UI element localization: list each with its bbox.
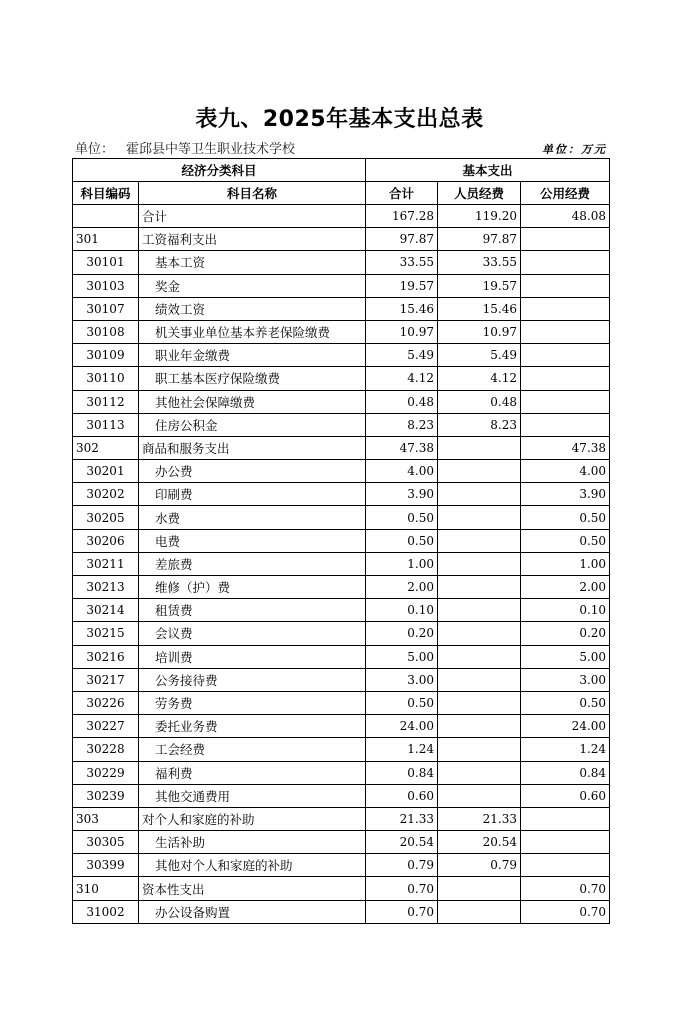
code-cell: 30229 bbox=[73, 761, 139, 784]
public-cell: 2.00 bbox=[521, 576, 610, 599]
table-row bbox=[73, 436, 610, 459]
currency-unit: 单位：万元 bbox=[542, 143, 607, 156]
personnel-cell: 5.49 bbox=[438, 344, 521, 367]
table-row bbox=[73, 367, 610, 390]
public-cell bbox=[521, 807, 610, 830]
table-row bbox=[73, 529, 610, 552]
public-cell: 5.00 bbox=[521, 645, 610, 668]
name-cell: 职业年金缴费 bbox=[139, 344, 366, 367]
name-cell: 合计 bbox=[139, 205, 366, 228]
name-cell: 其他社会保障缴费 bbox=[139, 390, 366, 413]
table-row bbox=[73, 900, 610, 923]
code-cell: 30202 bbox=[73, 483, 139, 506]
personnel-cell: 15.46 bbox=[438, 297, 521, 320]
header-code: 科目编码 bbox=[73, 182, 139, 205]
public-cell bbox=[521, 344, 610, 367]
total-cell: 4.00 bbox=[366, 460, 438, 483]
public-cell: 47.38 bbox=[521, 436, 610, 459]
name-cell: 公务接待费 bbox=[139, 668, 366, 691]
name-cell: 其他对个人和家庭的补助 bbox=[139, 854, 366, 877]
personnel-cell: 97.87 bbox=[438, 228, 521, 251]
total-cell: 19.57 bbox=[366, 274, 438, 297]
personnel-cell: 21.33 bbox=[438, 807, 521, 830]
name-cell: 培训费 bbox=[139, 645, 366, 668]
table-row bbox=[73, 691, 610, 714]
name-cell: 绩效工资 bbox=[139, 297, 366, 320]
unit-label: 单位： bbox=[75, 142, 115, 157]
table-row bbox=[73, 390, 610, 413]
table-row bbox=[73, 251, 610, 274]
total-cell: 20.54 bbox=[366, 831, 438, 854]
total-cell: 97.87 bbox=[366, 228, 438, 251]
total-cell: 167.28 bbox=[366, 205, 438, 228]
total-cell: 15.46 bbox=[366, 297, 438, 320]
name-cell: 机关事业单位基本养老保险缴费 bbox=[139, 320, 366, 343]
total-cell: 0.79 bbox=[366, 854, 438, 877]
code-cell: 30217 bbox=[73, 668, 139, 691]
name-cell: 差旅费 bbox=[139, 552, 366, 575]
header-name: 科目名称 bbox=[139, 182, 366, 205]
table-row bbox=[73, 460, 610, 483]
total-cell: 0.50 bbox=[366, 506, 438, 529]
table-row bbox=[73, 715, 610, 738]
public-cell: 1.00 bbox=[521, 552, 610, 575]
name-cell: 水费 bbox=[139, 506, 366, 529]
code-cell: 30215 bbox=[73, 622, 139, 645]
public-cell: 0.50 bbox=[521, 506, 610, 529]
name-cell: 劳务费 bbox=[139, 691, 366, 714]
total-cell: 0.70 bbox=[366, 877, 438, 900]
header-personnel: 人员经费 bbox=[438, 182, 521, 205]
public-cell: 0.70 bbox=[521, 900, 610, 923]
name-cell: 租赁费 bbox=[139, 599, 366, 622]
personnel-cell: 8.23 bbox=[438, 413, 521, 436]
table-row bbox=[73, 205, 610, 228]
public-cell bbox=[521, 297, 610, 320]
name-cell: 福利费 bbox=[139, 761, 366, 784]
public-cell: 0.50 bbox=[521, 691, 610, 714]
total-cell: 21.33 bbox=[366, 807, 438, 830]
public-cell bbox=[521, 390, 610, 413]
table-row bbox=[73, 506, 610, 529]
total-cell: 5.49 bbox=[366, 344, 438, 367]
total-cell: 0.10 bbox=[366, 599, 438, 622]
total-cell: 1.24 bbox=[366, 738, 438, 761]
personnel-cell bbox=[438, 552, 521, 575]
total-cell: 0.70 bbox=[366, 900, 438, 923]
public-cell bbox=[521, 831, 610, 854]
personnel-cell bbox=[438, 599, 521, 622]
total-cell: 3.90 bbox=[366, 483, 438, 506]
table-row bbox=[73, 228, 610, 251]
personnel-cell bbox=[438, 576, 521, 599]
code-cell: 301 bbox=[73, 228, 139, 251]
personnel-cell: 0.48 bbox=[438, 390, 521, 413]
personnel-cell bbox=[438, 738, 521, 761]
page-title: 表九、2025年基本支出总表 bbox=[195, 107, 484, 132]
name-cell: 会议费 bbox=[139, 622, 366, 645]
name-cell: 商品和服务支出 bbox=[139, 436, 366, 459]
code-cell: 30214 bbox=[73, 599, 139, 622]
header-basic-expenditure: 基本支出 bbox=[366, 159, 610, 182]
name-cell: 住房公积金 bbox=[139, 413, 366, 436]
public-cell: 3.90 bbox=[521, 483, 610, 506]
table-row bbox=[73, 854, 610, 877]
public-cell: 0.84 bbox=[521, 761, 610, 784]
table-row bbox=[73, 413, 610, 436]
code-cell: 30399 bbox=[73, 854, 139, 877]
code-cell: 30110 bbox=[73, 367, 139, 390]
personnel-cell bbox=[438, 460, 521, 483]
name-cell: 工会经费 bbox=[139, 738, 366, 761]
name-cell: 资本性支出 bbox=[139, 877, 366, 900]
public-cell bbox=[521, 854, 610, 877]
personnel-cell: 119.20 bbox=[438, 205, 521, 228]
total-cell: 5.00 bbox=[366, 645, 438, 668]
total-cell: 0.50 bbox=[366, 529, 438, 552]
name-cell: 委托业务费 bbox=[139, 715, 366, 738]
total-cell: 0.48 bbox=[366, 390, 438, 413]
code-cell: 30201 bbox=[73, 460, 139, 483]
personnel-cell bbox=[438, 645, 521, 668]
name-cell: 基本工资 bbox=[139, 251, 366, 274]
personnel-cell bbox=[438, 668, 521, 691]
public-cell: 0.70 bbox=[521, 877, 610, 900]
name-cell: 对个人和家庭的补助 bbox=[139, 807, 366, 830]
header-total: 合计 bbox=[366, 182, 438, 205]
public-cell bbox=[521, 228, 610, 251]
total-cell: 0.60 bbox=[366, 784, 438, 807]
name-cell: 职工基本医疗保险缴费 bbox=[139, 367, 366, 390]
code-cell bbox=[73, 205, 139, 228]
table-row bbox=[73, 807, 610, 830]
personnel-cell bbox=[438, 529, 521, 552]
table-row bbox=[73, 274, 610, 297]
code-cell: 30226 bbox=[73, 691, 139, 714]
code-cell: 30228 bbox=[73, 738, 139, 761]
code-cell: 30103 bbox=[73, 274, 139, 297]
public-cell: 0.20 bbox=[521, 622, 610, 645]
unit-info bbox=[75, 138, 295, 157]
total-cell: 10.97 bbox=[366, 320, 438, 343]
public-cell bbox=[521, 251, 610, 274]
table-row bbox=[73, 344, 610, 367]
name-cell: 奖金 bbox=[139, 274, 366, 297]
code-cell: 30305 bbox=[73, 831, 139, 854]
personnel-cell bbox=[438, 622, 521, 645]
personnel-cell: 19.57 bbox=[438, 274, 521, 297]
code-cell: 30112 bbox=[73, 390, 139, 413]
code-cell: 30211 bbox=[73, 552, 139, 575]
public-cell bbox=[521, 320, 610, 343]
header-column-row bbox=[73, 182, 610, 205]
public-cell: 48.08 bbox=[521, 205, 610, 228]
header-group-row bbox=[73, 159, 610, 182]
table-row bbox=[73, 877, 610, 900]
total-cell: 3.00 bbox=[366, 668, 438, 691]
total-cell: 0.20 bbox=[366, 622, 438, 645]
table-row bbox=[73, 831, 610, 854]
header-public: 公用经费 bbox=[521, 182, 610, 205]
table-row bbox=[73, 320, 610, 343]
code-cell: 30213 bbox=[73, 576, 139, 599]
table-row bbox=[73, 668, 610, 691]
public-cell: 0.50 bbox=[521, 529, 610, 552]
code-cell: 303 bbox=[73, 807, 139, 830]
personnel-cell bbox=[438, 900, 521, 923]
personnel-cell bbox=[438, 761, 521, 784]
code-cell: 302 bbox=[73, 436, 139, 459]
name-cell: 维修（护）费 bbox=[139, 576, 366, 599]
table-row bbox=[73, 297, 610, 320]
name-cell: 办公设备购置 bbox=[139, 900, 366, 923]
name-cell: 办公费 bbox=[139, 460, 366, 483]
public-cell: 0.60 bbox=[521, 784, 610, 807]
code-cell: 30108 bbox=[73, 320, 139, 343]
total-cell: 33.55 bbox=[366, 251, 438, 274]
code-cell: 30206 bbox=[73, 529, 139, 552]
table-row bbox=[73, 599, 610, 622]
name-cell: 印刷费 bbox=[139, 483, 366, 506]
code-cell: 30109 bbox=[73, 344, 139, 367]
total-cell: 0.50 bbox=[366, 691, 438, 714]
code-cell: 30107 bbox=[73, 297, 139, 320]
code-cell: 30101 bbox=[73, 251, 139, 274]
personnel-cell bbox=[438, 691, 521, 714]
code-cell: 30216 bbox=[73, 645, 139, 668]
table-row bbox=[73, 645, 610, 668]
personnel-cell bbox=[438, 483, 521, 506]
name-cell: 工资福利支出 bbox=[139, 228, 366, 251]
name-cell: 其他交通费用 bbox=[139, 784, 366, 807]
code-cell: 310 bbox=[73, 877, 139, 900]
personnel-cell bbox=[438, 436, 521, 459]
personnel-cell: 20.54 bbox=[438, 831, 521, 854]
personnel-cell: 0.79 bbox=[438, 854, 521, 877]
total-cell: 1.00 bbox=[366, 552, 438, 575]
public-cell: 24.00 bbox=[521, 715, 610, 738]
personnel-cell bbox=[438, 784, 521, 807]
table-row bbox=[73, 622, 610, 645]
total-cell: 47.38 bbox=[366, 436, 438, 459]
code-cell: 31002 bbox=[73, 900, 139, 923]
organization-name: 霍邱县中等卫生职业技术学校 bbox=[126, 142, 296, 157]
total-cell: 2.00 bbox=[366, 576, 438, 599]
code-cell: 30113 bbox=[73, 413, 139, 436]
name-cell: 生活补助 bbox=[139, 831, 366, 854]
table-row bbox=[73, 576, 610, 599]
total-cell: 24.00 bbox=[366, 715, 438, 738]
personnel-cell: 33.55 bbox=[438, 251, 521, 274]
personnel-cell: 10.97 bbox=[438, 320, 521, 343]
table-row bbox=[73, 738, 610, 761]
table-row bbox=[73, 761, 610, 784]
total-cell: 4.12 bbox=[366, 367, 438, 390]
public-cell: 0.10 bbox=[521, 599, 610, 622]
code-cell: 30227 bbox=[73, 715, 139, 738]
total-cell: 0.84 bbox=[366, 761, 438, 784]
code-cell: 30239 bbox=[73, 784, 139, 807]
total-cell: 8.23 bbox=[366, 413, 438, 436]
basic-expenditure-table bbox=[72, 158, 610, 924]
personnel-cell bbox=[438, 506, 521, 529]
table-row bbox=[73, 483, 610, 506]
public-cell bbox=[521, 367, 610, 390]
personnel-cell bbox=[438, 877, 521, 900]
personnel-cell bbox=[438, 715, 521, 738]
public-cell: 1.24 bbox=[521, 738, 610, 761]
public-cell: 4.00 bbox=[521, 460, 610, 483]
name-cell: 电费 bbox=[139, 529, 366, 552]
table-row bbox=[73, 784, 610, 807]
table-row bbox=[73, 552, 610, 575]
code-cell: 30205 bbox=[73, 506, 139, 529]
public-cell bbox=[521, 274, 610, 297]
public-cell: 3.00 bbox=[521, 668, 610, 691]
header-economic-classification: 经济分类科目 bbox=[73, 159, 366, 182]
personnel-cell: 4.12 bbox=[438, 367, 521, 390]
public-cell bbox=[521, 413, 610, 436]
